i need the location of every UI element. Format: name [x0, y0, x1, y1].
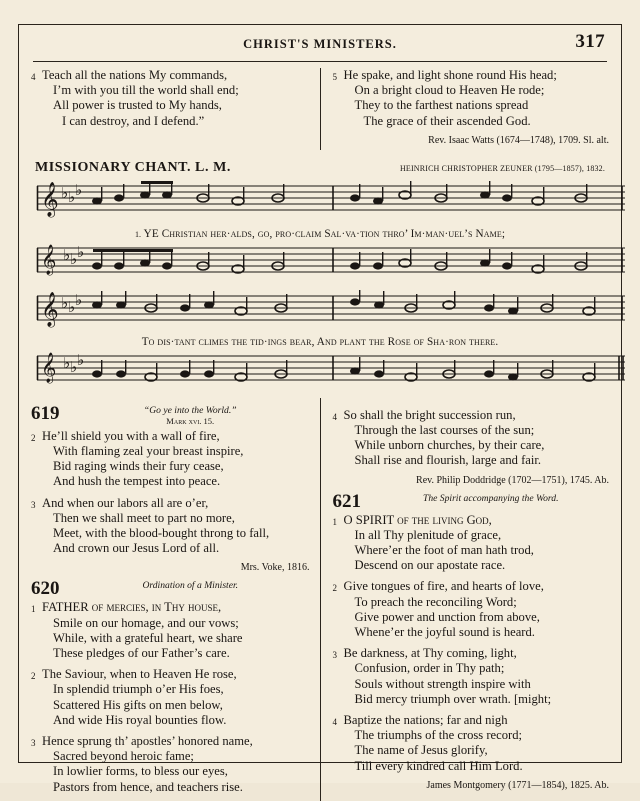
hymn-number: 621 — [332, 490, 361, 512]
stanza-line: Whene’er the joyful sound is heard. — [354, 625, 535, 640]
svg-text:♭: ♭ — [75, 290, 83, 309]
stanza-lines — [344, 408, 610, 469]
stanza-line: Give tongues of fire, and hearts of love, — [343, 579, 544, 594]
stanza-line: The name of Jesus glorify, — [354, 743, 488, 758]
stanza-lines — [42, 429, 310, 490]
stanza — [31, 667, 310, 728]
stanza-line: Pastors from hence, and teachers rise. — [53, 779, 243, 794]
top-stanza-left-column — [31, 68, 320, 135]
stanza — [333, 513, 610, 574]
stanza-number: 2 — [31, 432, 36, 443]
hymn-621-header — [333, 492, 610, 511]
lyric-line-1-text: YE Christian her·alds, go, pro·claim Sal·va·tion thro’ Im·man·uel’s Name; — [143, 227, 506, 240]
stanza-line: Confusion, order in Thy path; — [354, 661, 505, 676]
svg-text:♭: ♭ — [77, 350, 85, 369]
running-head-title: CHRIST'S MINISTERS. — [243, 37, 397, 51]
stanza-line: In lowlier forms, to bless our eyes, — [53, 764, 228, 779]
stanza-line: While, with a grateful heart, we share — [53, 630, 243, 645]
stanza-line: Shall rise and flourish, large and fair. — [354, 453, 542, 468]
hymn-scripture-title: The Spirit accompanying the Word. — [423, 492, 559, 504]
stanza — [31, 496, 310, 557]
stanza-line: The triumphs of the cross record; — [354, 728, 523, 743]
stanza-line: Give power and unction from above, — [354, 609, 540, 624]
stanza-number: 5 — [332, 72, 337, 82]
stanza-line: With flaming zeal your breast inspire, — [53, 444, 244, 459]
stanza — [333, 579, 610, 640]
lyric-line-2: To dis·tant climes the tid·ings bear, And plant the Rose of Sha·ron there. — [141, 335, 499, 348]
stanza — [333, 646, 610, 707]
stanza-line: He spake, and light shone round His head; — [343, 68, 557, 82]
stanza-line: These pledges of our Father’s care. — [53, 646, 230, 661]
lyric-verse-number: 1. — [134, 229, 142, 239]
stanza-line: Teach all the nations My commands, — [42, 68, 228, 82]
tune-header — [31, 158, 609, 176]
header-rule — [33, 61, 607, 62]
page-frame — [18, 24, 622, 794]
music-system — [33, 242, 607, 284]
lower-left-column — [31, 398, 320, 801]
staff-system-2 — [33, 242, 629, 284]
stanza-lines — [42, 496, 310, 557]
stanza-line: All power is trusted to My hands, — [53, 98, 222, 113]
stanza-line: Descend on our apostate race. — [354, 558, 506, 573]
music-system — [33, 350, 607, 392]
music-system — [33, 180, 607, 226]
hymn-620-header — [31, 579, 310, 598]
stanza-number: 3 — [31, 499, 36, 510]
svg-text:♭: ♭ — [77, 242, 85, 261]
stanza-number: 1 — [31, 604, 36, 615]
staff-system-4 — [33, 350, 629, 392]
top-stanza-columns — [31, 68, 609, 150]
stanza-number: 4 — [332, 411, 337, 422]
hymn-meta — [71, 404, 310, 427]
hymn-scripture-title: “Go ye into the World.” — [143, 404, 237, 416]
stanza-lines — [42, 667, 310, 728]
svg-text:♭: ♭ — [70, 249, 78, 268]
svg-text:♭: ♭ — [68, 187, 76, 206]
stanza-line: Be darkness, at Thy coming, light, — [343, 646, 517, 661]
tune-composer: HEINRICH CHRISTOPHER ZEUNER (1795—1857), 1832. — [400, 163, 605, 173]
stanza — [31, 68, 310, 129]
page-content — [31, 31, 609, 794]
stanza-line: And wide His royal bounties flow. — [53, 712, 227, 727]
svg-text:♭: ♭ — [63, 245, 71, 264]
stanza — [333, 408, 610, 469]
stanza — [31, 429, 310, 490]
stanza-line: Till every kindred call Him Lord. — [354, 758, 523, 773]
stanza-line: The grace of their ascended God. — [363, 113, 531, 128]
stanza-line: He’ll shield you with a wall of fire, — [42, 428, 220, 443]
stanza — [333, 68, 610, 129]
stanza-line: Scattered His gifts on men below, — [53, 697, 223, 712]
lower-right-column — [321, 398, 610, 795]
stanza-line: Where’er the foot of man hath trod, — [354, 543, 534, 558]
stanza — [31, 734, 310, 795]
stanza-number: 4 — [332, 717, 337, 728]
svg-text:♭: ♭ — [61, 183, 69, 202]
stanza — [333, 713, 610, 774]
hymn-619-header — [31, 404, 310, 427]
stanza-line: In splendid triumph o’er His foes, — [53, 682, 224, 697]
svg-text:♭: ♭ — [75, 180, 83, 199]
svg-text:𝄞: 𝄞 — [41, 352, 57, 383]
hymn-scripture-reference: Mark xvi. 15. — [166, 415, 215, 426]
stanza-line: Then we shall meet to part no more, — [53, 510, 235, 525]
stanza-number: 1 — [332, 516, 337, 527]
stanza-line: To preach the reconciling Word; — [354, 594, 517, 609]
stanza-line: They to the farthest nations spread — [354, 98, 529, 113]
stanza-number: 3 — [31, 738, 36, 749]
lyric-line-1 — [33, 228, 607, 240]
running-head — [31, 33, 609, 59]
lower-columns — [31, 398, 609, 801]
stanza-line: And crown our Jesus Lord of all. — [53, 541, 220, 556]
stanza-number: 2 — [332, 583, 337, 594]
stanza-line: On a bright cloud to Heaven He rode; — [354, 83, 545, 98]
stanza — [31, 600, 310, 661]
stanza-lines — [344, 713, 610, 774]
stanza-line: Through the last courses of the sun; — [354, 423, 535, 438]
page-number: 317 — [575, 31, 605, 52]
stanza-line: So shall the bright succession run, — [343, 407, 516, 422]
hymn-meta — [71, 579, 310, 591]
stanza-line: The Saviour, when to Heaven He rose, — [42, 667, 237, 682]
music-system — [33, 290, 607, 334]
stanza-line: I’m with you till the world shall end; — [53, 83, 239, 98]
stanza-lines — [344, 68, 610, 129]
hymn-619-attribution-left: Mrs. Voke, 1816. — [240, 562, 310, 574]
hymn-scripture-title: Ordination of a Minister. — [142, 580, 239, 592]
stanza-line: O SPIRIT of the living God, — [343, 512, 492, 527]
stanza-line: Meet, with the blood-bought throng to fall, — [53, 526, 270, 541]
stanza-lines — [344, 579, 610, 640]
hymn-619-attribution-right: Rev. Philip Doddridge (1702—1751), 1745. Ab. — [416, 474, 609, 486]
top-stanza-right-column — [321, 68, 610, 150]
stanza-line: Souls without strength inspire with — [354, 676, 531, 691]
stanza-line: While unborn churches, by their care, — [354, 438, 545, 453]
stanza-line: I can destroy, and I defend.” — [62, 113, 205, 128]
stanza-lines — [42, 734, 310, 795]
stanza-attribution: Rev. Isaac Watts (1674—1748), 1709. Sl. alt. — [428, 134, 609, 146]
stanza-line: FATHER of mercies, in Thy house, — [42, 600, 222, 615]
svg-text:♭: ♭ — [68, 297, 76, 316]
staff-system-3 — [33, 290, 629, 334]
stanza-line: Smile on our homage, and our vows; — [53, 615, 239, 630]
stanza-number: 3 — [332, 650, 337, 661]
svg-text:♭: ♭ — [63, 353, 71, 372]
svg-text:𝄞: 𝄞 — [41, 181, 59, 217]
svg-text:♭: ♭ — [70, 357, 78, 376]
stanza-number: 2 — [31, 671, 36, 682]
stanza-line: Hence sprung th’ apostles’ honored name, — [42, 734, 253, 749]
stanza-lines — [344, 646, 610, 707]
stanza-line: In all Thy plenitude of grace, — [354, 527, 502, 542]
hymn-meta — [373, 492, 610, 504]
stanza-line: Sacred beyond heroic fame; — [53, 749, 194, 764]
tune-meter: L. M. — [195, 159, 231, 175]
stanza-line: And when our labors all are o’er, — [42, 495, 209, 510]
hymn-number: 619 — [31, 402, 60, 424]
svg-text:♭: ♭ — [61, 293, 69, 312]
stanza-lines — [42, 68, 310, 129]
stanza-line: Bid raging winds their fury cease, — [53, 459, 224, 474]
stanza-line: And hush the tempest into peace. — [53, 474, 221, 489]
stanza-lines — [344, 513, 610, 574]
hymn-number: 620 — [31, 578, 60, 600]
stanza-number: 4 — [31, 72, 36, 82]
tune-name: MISSIONARY CHANT. — [35, 159, 192, 175]
stanza-line: Bid mercy triumph over wrath. [might; — [354, 691, 552, 706]
staff-system-1 — [33, 180, 629, 226]
stanza-lines — [42, 600, 310, 661]
music-notation — [33, 180, 607, 392]
hymn-621-attribution: James Montgomery (1771—1854), 1825. Ab. — [426, 779, 609, 791]
svg-text:𝄞: 𝄞 — [41, 291, 59, 327]
stanza-line: Baptize the nations; far and nigh — [343, 713, 508, 728]
tune-title — [35, 158, 231, 176]
svg-text:𝄞: 𝄞 — [41, 244, 57, 275]
